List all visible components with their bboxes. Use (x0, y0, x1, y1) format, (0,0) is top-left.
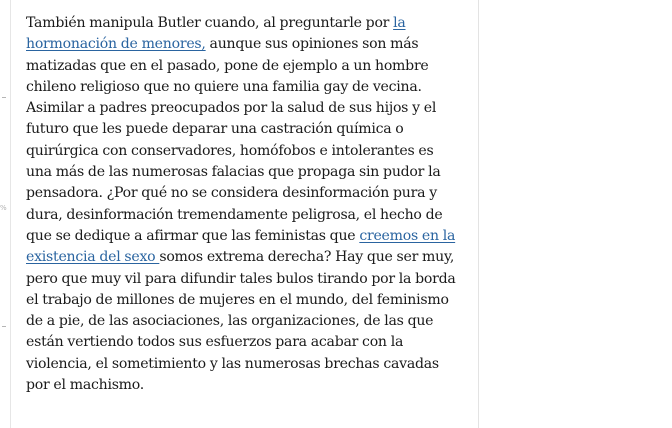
link-creemos-en-la-existencia-del-sexo[interactable]: creemos en la existencia del sexo (26, 227, 456, 266)
paragraph-text: somos extrema derecha? Hay que ser muy, pero que muy vil para difundir tales bulos tirando por la borda el trabajo de millones de mujeres en el mundo, del feminismo de a pie, de las asociaciones, las organizaciones, de las que están vertiendo todos sus esfuerzos para acabar con la violencia, el sometimiento y las numerosas brechas cavadas por el machismo. (26, 249, 456, 394)
article-paragraph (26, 13, 462, 396)
left-margin-rail (0, 0, 11, 428)
paragraph-text: También manipula Butler cuando, al preguntarle por (26, 15, 394, 31)
margin-tick (2, 97, 6, 98)
column-divider (478, 0, 479, 428)
margin-percent-label: % (0, 204, 7, 212)
link-hormonacion-de-menores[interactable]: la hormonación de menores, (26, 15, 406, 53)
paragraph-text: aunque sus opiniones son más matizadas que en el pasado, pone de ejemplo a un hombre chileno religioso que no quiere una familia gay de vecina. Asimilar a padres preocupados por la salud de sus hijos y el futuro que les puede deparar una castración química o quirúrgica con conservadores, homófobos e intolerantes es una más de las numerosas falacias que propaga sin pudor la pensadora. ¿Por qué no se considera desinformación pura y dura, desinformación tremendamente peligrosa, el hecho de que se dedique a afirmar que las feministas que (26, 36, 443, 244)
margin-tick (2, 326, 6, 327)
